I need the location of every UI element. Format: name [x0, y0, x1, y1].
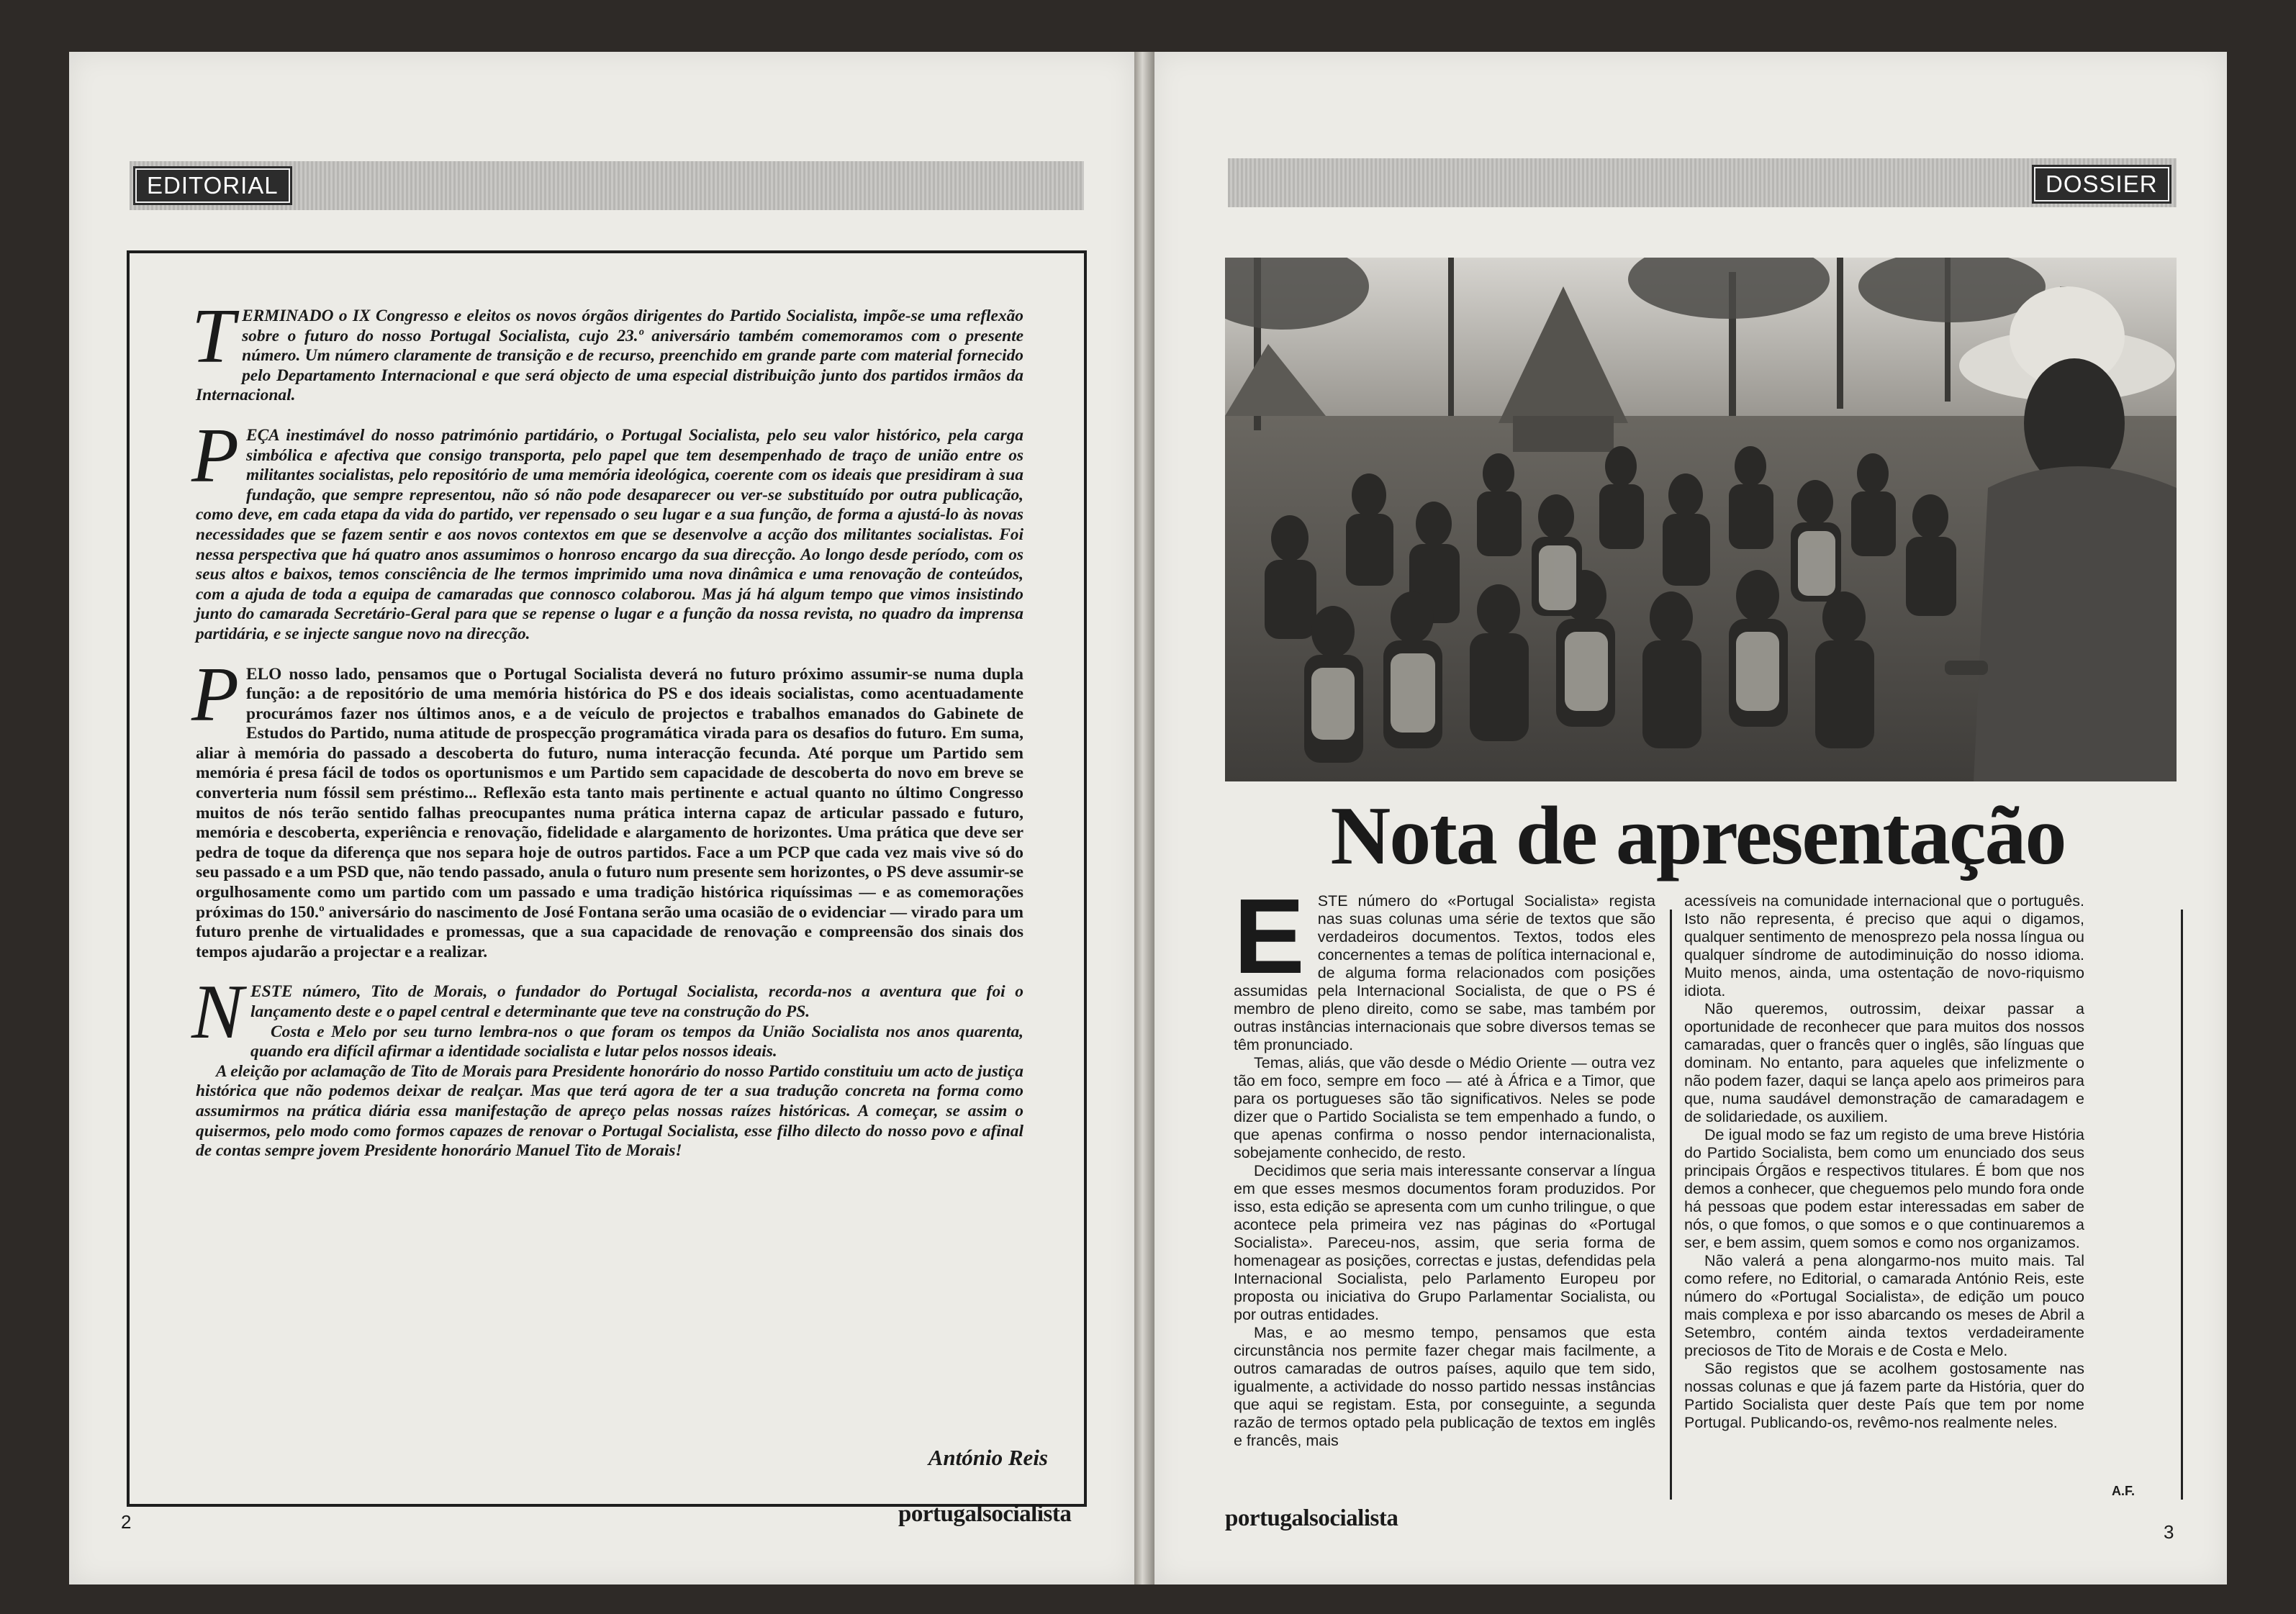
article-col2-para-5: São registos que se acolhem gostosamente nas nossas colunas e que já fazem parte da História, quer do Partido Socialista quer deste País que tem por nome Portugal. Publicando-os, revêmo-nos realmente neles. — [1684, 1360, 2084, 1431]
editorial-paragraph-5: Costa e Melo por seu turno lembra-nos o que foram os tempos da União Socialista nos anos quarenta, quando era difícil afirmar a identidade socialista e lutar pelos nossos ideais. — [250, 1022, 1023, 1061]
dropcap-t: T — [191, 294, 235, 379]
book-gutter — [1134, 52, 1154, 1584]
article-col2-para-4: Não valerá a pena alongarmo-nos muito mais. Tal como refere, no Editorial, o camarada António Reis, este número do «Portugal Socialista», de edição um pouco mais complexa e por isso abarcando os meses de Abril a Setembro, contém ainda textos verdadeiramente preciosos de Tito de Morais e de Costa e Melo. — [1684, 1252, 2084, 1359]
article-col1-para-2: Temas, aliás, que vão desde o Médio Oriente — outra vez tão em foco, sempre em foco — até à África e a Timor, que para os portugueses são tão significativos. Neles se pode dizer que o Partido Socialista se tem empenhado a fundo, o que apenas confirma o nosso pendor internacionalista, sobejamente conhecido, de resto. — [1234, 1054, 1655, 1161]
article-col1-para-4: Mas, e ao mesmo tempo, pensamos que esta circunstância nos permite fazer chegar mais facilmente, a outros camaradas de outros países, aquilo que tem sido, igualmente, a actividade do nosso partido nessas instâncias que aqui se registam. Esta, por conseguinte, a segunda razão de termos optado pela publicação de textos em inglês e francês, mais — [1234, 1324, 1655, 1449]
right-column-border — [2181, 910, 2183, 1500]
footer-brand-left: portugalsocialista — [898, 1501, 1072, 1527]
editorial-signature: António Reis — [928, 1445, 1048, 1470]
article-initials: A.F. — [2112, 1484, 2135, 1498]
editorial-paragraph-4: NESTE número, Tito de Morais, o fundador do Portugal Socialista, recorda-nos a aventura que foi o lançamento deste e o papel central e determinante que teve na construção do PS. — [191, 969, 1023, 1056]
editorial-text — [191, 294, 1023, 1182]
article-col2-para-1: acessíveis na comunidade internacional que o português. Isto não representa, é preciso que aqui o digamos, qualquer sentimento de menosprezo pela nossa língua ou qualquer síndrome de autodiminuição do nosso idioma. Muito menos, ainda, uma ostentação de novo-riquismo idiota. — [1684, 892, 2084, 999]
column-divider — [1670, 910, 1672, 1500]
page-number-right: 3 — [2164, 1521, 2174, 1543]
article-col1-para-3: Decidimos que seria mais interessante conservar a língua em que esses mesmos documentos foram produzidos. Por isso, esta edição se apresenta com um cunho trilingue, o que acontece pela primeira vez nas páginas do «Portugal Socialista». Pareceu-nos, assim, que seria forma de homenagear as posições, correctas e justas, defendidas pela Internacional Socialista, pelo Parlamento Europeu por proposta ou iniciativa do Grupo Parlamentar Socialista, ou por outras entidades. — [1234, 1162, 1655, 1323]
crowd-photo-illustration — [1225, 258, 2177, 781]
article-title: Nota de apresentação — [1330, 790, 2066, 882]
editorial-paragraph-3: PELO nosso lado, pensamos que o Portugal Socialista deverá no futuro próximo assumir-se numa dupla função: a de repositório de uma memória histórica do PS e dos ideais socialistas, como acentuadamente procurámos fazer nos últimos anos, e a de veículo de projectos e trabalhos emanados do Gabinete de Estudos do Partido, numa atitude de prospecção programática virada para os desafios do futuro. Em suma, aliar à memória do passado a descoberta do futuro, numa interacção fecunda. Até porque um Partido sem memória é presa fácil de todos os oportunismos e um Partido sem capacidade de descoberta do novo em breve se converteria num fóssil sem préstimo... Reflexão esta tanto mais pertinente e actual quanto no último Congresso muitos de nós terão sentido falhas preocupantes numa prática interna capaz de articular passado e futuro, memória e descoberta, experiência e renovação, fidelidade e alargamento de horizontes. Uma prática que deve ser pedra de toque da diferença que nos separa hoje de outros partidos. Face a um PCP que cada vez mais vive só do seu passado e a um PSD que, não tendo passado, anula o futuro num presente sem horizontes, o PS deve assumir-se orgulhosamente como um partido com um passado e uma tradição histórica riquíssimas — e as comemorações próximas do 150.º aniversário do nascimento de José Fontana serão uma ocasião de o evidenciar — virado para um futuro prenhe de virtualidades e promessas, que a sua capacidade de renovação e compreensão dos sinais dos tempos ajudarão a projectar e a realizar. — [191, 651, 1023, 961]
crowd-photograph — [1225, 258, 2177, 781]
dropcap-e: E — [1234, 877, 1305, 996]
article-column-1 — [1234, 877, 1655, 1450]
left-page — [69, 52, 1134, 1584]
article-column-2 — [1684, 892, 2084, 1432]
article-col2-para-3: De igual modo se faz um registo de uma breve História do Partido Socialista, bem como um enunciado dos seus principais Órgãos e respectivos titulares. É bom que nos demos a conhecer, que cheguemos pelo mundo fora onde há pessoas que podem estar interessadas em saber de nós, o que fomos, o que somos e o que continuaremos a ser, e bem assim, quem somos e como nos organizamos. — [1684, 1126, 2084, 1251]
editorial-paragraph-6: A eleição por aclamação de Tito de Morais para Presidente honorário do nosso Partido constituiu um acto de justiça histórica que não podemos deixar de realçar. Mas que terá agora de ter a sua tradução concreta na forma como assumirmos na prática diária essa manifestação de apreço pelas nossas raízes históricas. A começar, se assim o quisermos, pelo modo como formos capazes de renovar o Portugal Socialista, esse filho dilecto do nosso povo e afinal de contas sempre jovem Presidente honorário Manuel Tito de Morais! — [196, 1061, 1023, 1161]
editorial-section-tag: EDITORIAL — [135, 168, 290, 203]
article-col1-para-1: ESTE número do «Portugal Socialista» regista nas suas colunas uma série de textos que são verdadeiros documentos. Textos, todos eles concernentes a temas de política internacional e, de alguma forma relacionados com posições assumidas pela Internacional Socialista, de que o PS é membro de pleno direito, como se sabe, mas também por outras instâncias internacionais que sobre diversos temas se têm pronunciado. — [1234, 877, 1655, 1053]
editorial-paragraph-2: PEÇA inestimável do nosso património partidário, o Portugal Socialista, pelo seu valor histórico, pela carga simbólica e afectiva que consigo transporta, pelo papel que tem desempenhado de traço de união entre os militantes socialistas, pelo repositório de uma memória ideológica, coerente com os ideais que presidiram à sua fundação, que sempre representou, não só não pode desaparecer ou ver-se substituído por outra publicação, como deve, em cada etapa da vida do partido, ver repensado o seu lugar e a sua função, de forma a ajustá-lo às novas necessidades que se fazem sentir e aos novos contextos em que se desenvolve a acção dos militantes socialistas. Foi nessa perspectiva que há quatro anos assumimos o honroso encargo da sua direcção. Ao longo desde período, com os seus altos e baixos, temos consciência de lhe termos imprimido uma nova dinâmica e uma renovação de conteúdos, com a ajuda de toda a equipa de camaradas que connosco colaborou. Mas já há algum tempo que vimos insistindo junto do camarada Secretário-Geral para que se repense o lugar e a função da nossa revista, no quadro da imprensa partidária, e se injecte sangue novo na direcção. — [191, 412, 1023, 643]
editorial-paragraph-1: TERMINADO o IX Congresso e eleitos os novos órgãos dirigentes do Partido Socialista, impõe-se uma reflexão sobre o futuro do nosso Portugal Socialista, cujo 23.º aniversário também comemoramos com o presente número. Um número claramente de transição e de recurso, preenchido em grande parte com material fornecido pelo Departamento Internacional e que será objecto de uma especial distribuição junto dos partidos irmãos da Internacional. — [191, 294, 1023, 405]
dropcap-n: N — [191, 969, 244, 1056]
page-number-left: 2 — [121, 1511, 132, 1533]
right-page — [1154, 52, 2227, 1584]
article-col2-para-2: Não queremos, outrossim, deixar passar a oportunidade de reconhecer que para muitos dos nossos camaradas, quer o francês quer o inglês, são línguas que dominam. No entanto, para aqueles que infelizmente o não podem fazer, daqui se lança apelo aos primeiros para que, numa saudável demonstração de camaradagem e de solidariedade, os auxiliem. — [1684, 1000, 2084, 1125]
dropcap-p: P — [191, 412, 239, 499]
dossier-section-tag: DOSSIER — [2034, 167, 2169, 201]
footer-brand-right: portugalsocialista — [1225, 1505, 1398, 1531]
editorial-box — [127, 250, 1087, 1507]
dropcap-p2: P — [191, 651, 239, 738]
